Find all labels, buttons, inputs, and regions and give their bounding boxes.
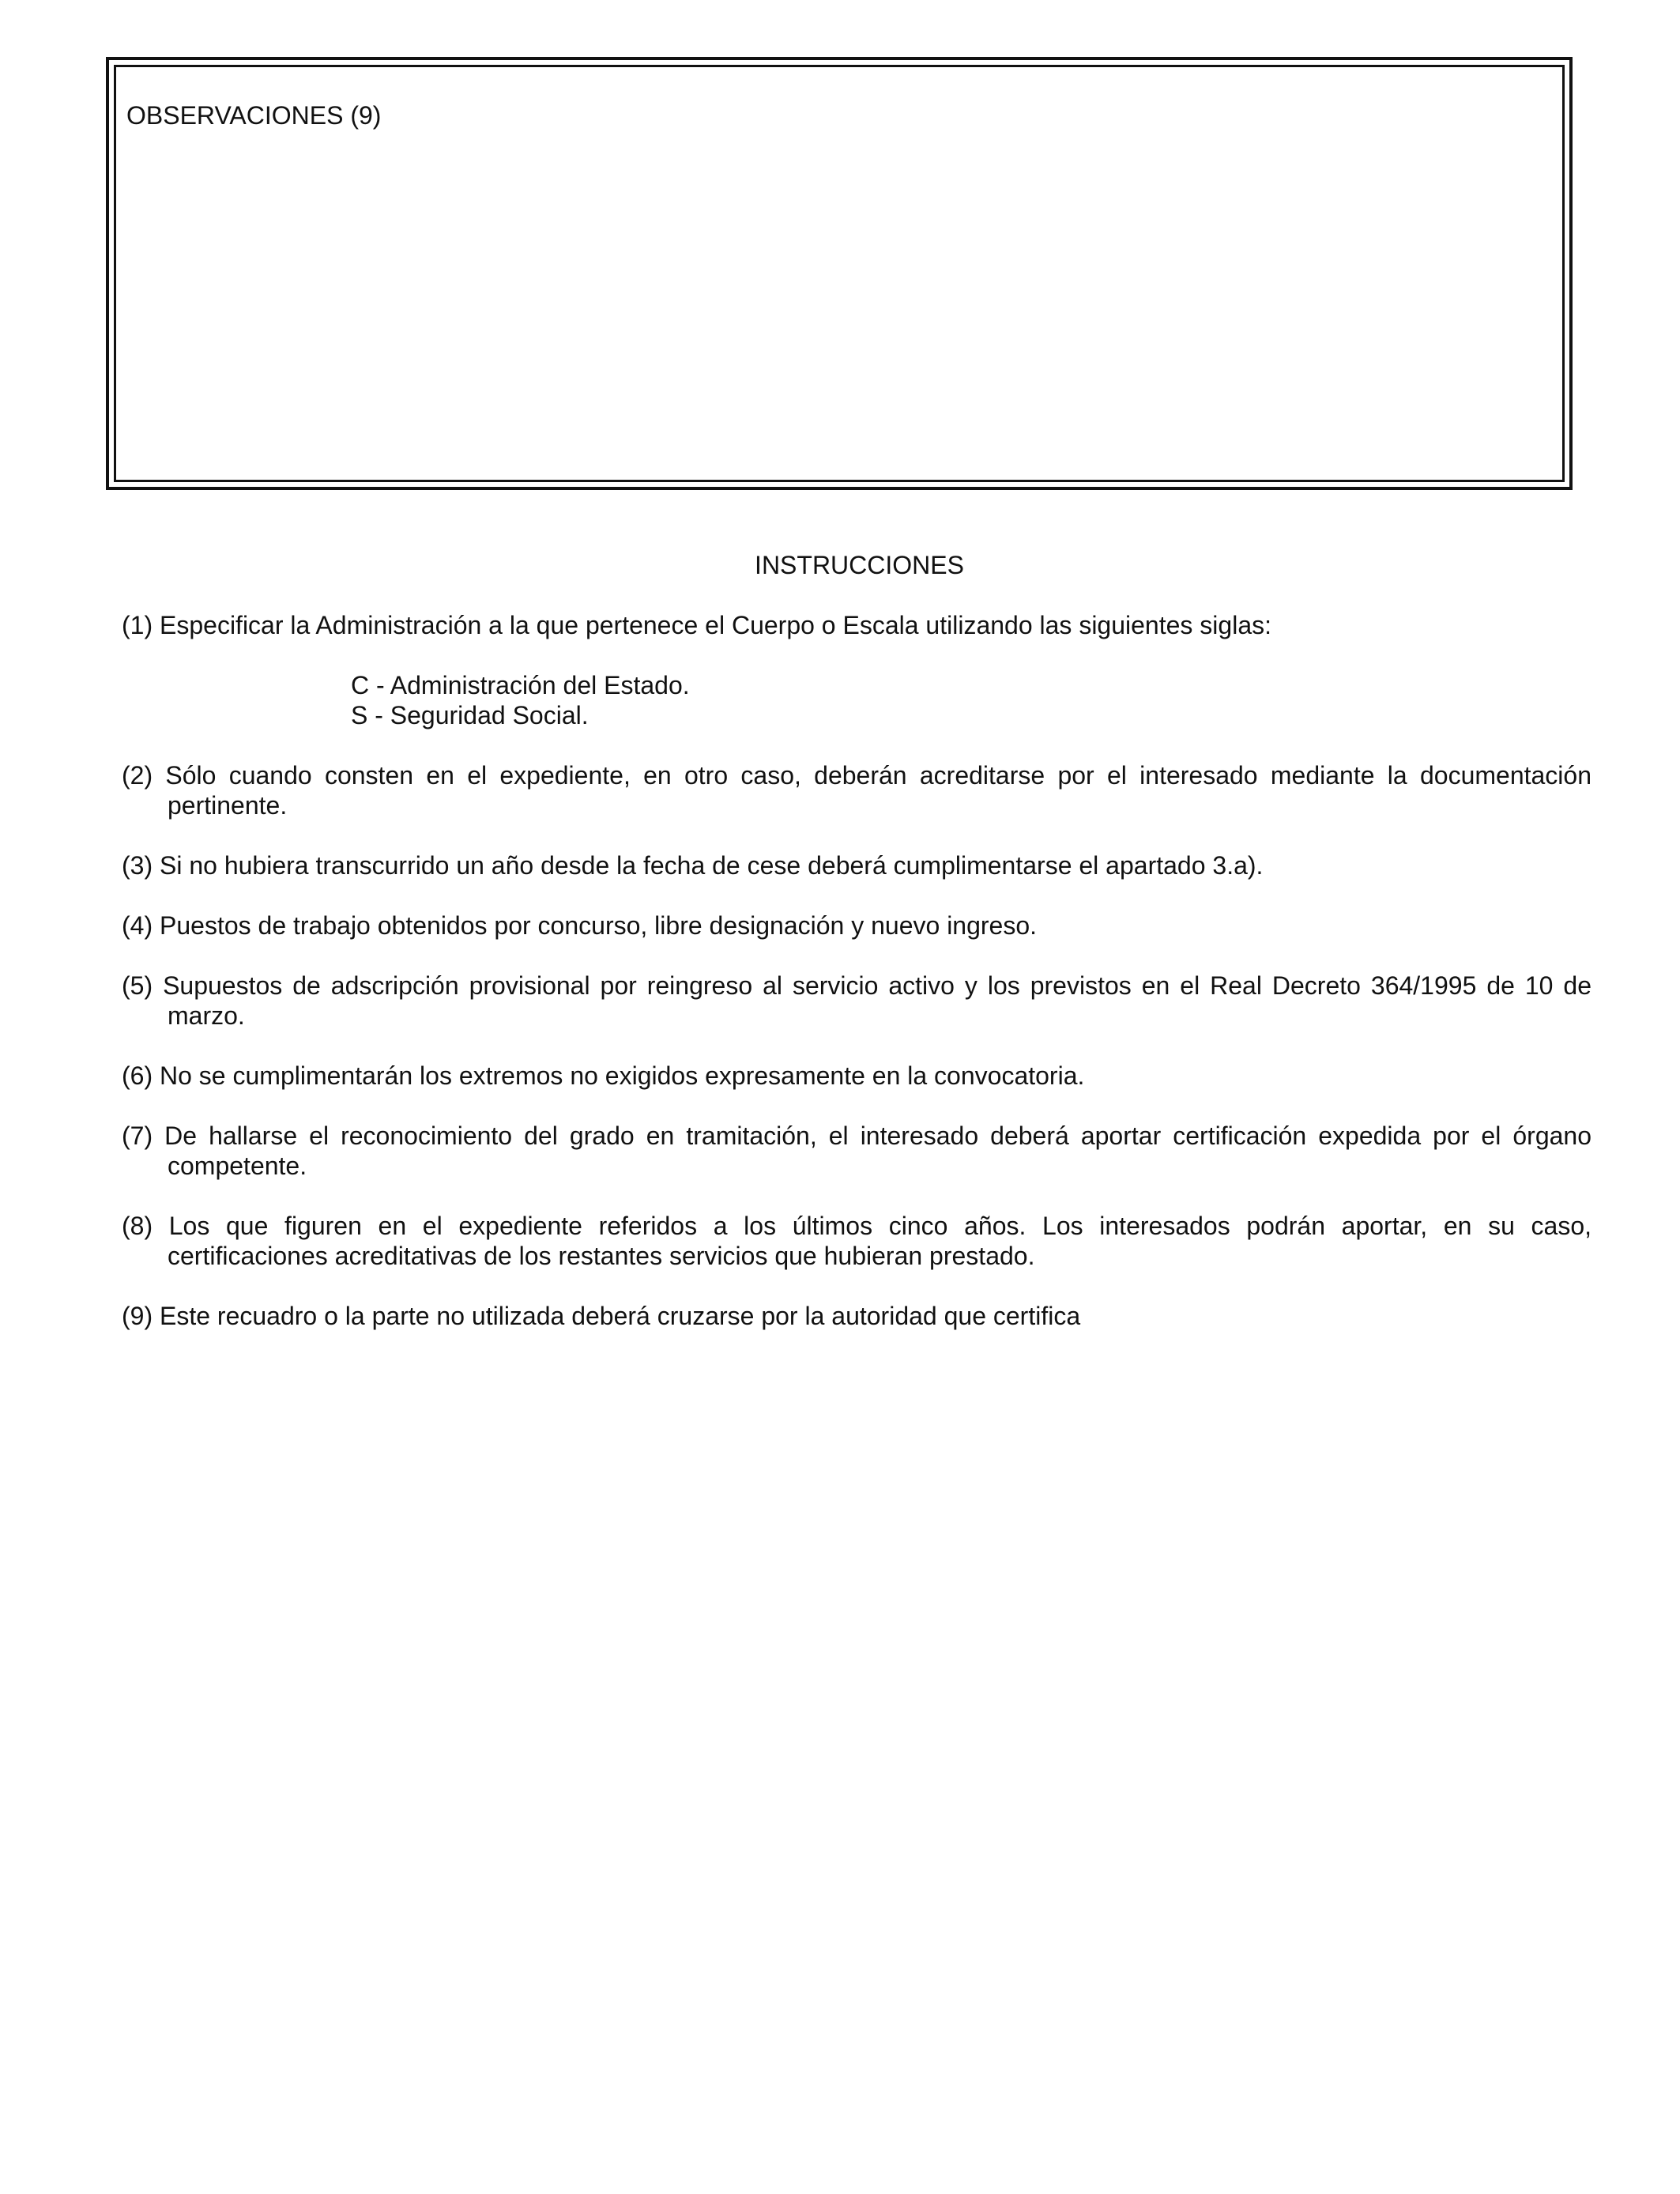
note-8-text: (8) Los que figuren en el expediente referidos a los últimos cinco años. Los interesados podrán aportar, en su caso, xyxy=(122,1212,1591,1240)
note-6 xyxy=(122,1061,1591,1091)
note-2-continuation-text: pertinente. xyxy=(168,791,288,820)
note-8 xyxy=(122,1211,1591,1241)
note-5-text: (5) Supuestos de adscripción provisional por reingreso al servicio activo y los previstos en el Real Decreto 364/1995 de 10 de xyxy=(122,971,1591,1000)
note-3 xyxy=(122,850,1591,880)
sigla-c: C - Administración del Estado. xyxy=(351,671,690,699)
note-7-text: (7) De hallarse el reconocimiento del grado en tramitación, el interesado deberá aportar certificación expedida por el órgano xyxy=(122,1122,1591,1150)
note-9-text: (9) Este recuadro o la parte no utilizada deberá cruzarse por la autoridad que certifica xyxy=(122,1302,1081,1330)
observaciones-inner-frame xyxy=(114,65,1565,482)
note-5-continuation xyxy=(122,1001,1591,1031)
sigla-s: S - Seguridad Social. xyxy=(351,701,589,729)
instrucciones-title: INSTRUCCIONES xyxy=(755,551,964,579)
note-8-continuation xyxy=(122,1241,1591,1271)
note-7 xyxy=(122,1121,1591,1151)
note-4 xyxy=(122,910,1591,941)
note-6-text: (6) No se cumplimentarán los extremos no exigidos expresamente en la convocatoria. xyxy=(122,1061,1085,1090)
note-7-continuation xyxy=(122,1151,1591,1181)
note-3-text: (3) Si no hubiera transcurrido un año desde la fecha de cese deberá cumplimentarse el apartado 3.a). xyxy=(122,851,1264,880)
note-2-continuation xyxy=(122,790,1591,820)
note-5 xyxy=(122,971,1591,1001)
note-1-text: (1) Especificar la Administración a la que pertenece el Cuerpo o Escala utilizando las siguientes siglas: xyxy=(122,611,1271,639)
observaciones-title: OBSERVACIONES (9) xyxy=(126,101,382,130)
note-2 xyxy=(122,760,1591,790)
observaciones-box xyxy=(106,57,1573,490)
note-1 xyxy=(122,610,1591,640)
note-4-text: (4) Puestos de trabajo obtenidos por concurso, libre designación y nuevo ingreso. xyxy=(122,911,1038,940)
note-7-continuation-text: competente. xyxy=(168,1152,307,1180)
note-5-continuation-text: marzo. xyxy=(168,1001,245,1030)
note-8-continuation-text: certificaciones acreditativas de los restantes servicios que hubieran prestado. xyxy=(168,1242,1035,1270)
note-2-text: (2) Sólo cuando consten en el expediente, en otro caso, deberán acreditarse por el interesado mediante la documentación xyxy=(122,761,1591,790)
note-9 xyxy=(122,1301,1591,1331)
